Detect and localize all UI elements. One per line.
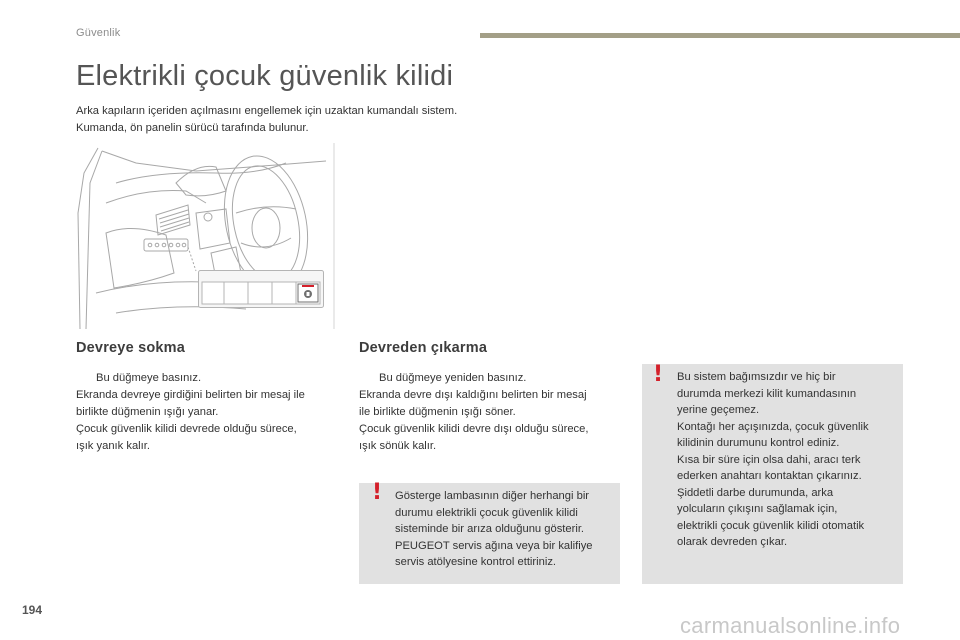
section-tag: Güvenlik — [76, 27, 121, 39]
activate-heading: Devreye sokma — [76, 340, 186, 356]
bullet-arrow-icon — [359, 370, 379, 387]
deactivate-step-text: Bu düğmeye yeniden basınız. — [379, 372, 527, 384]
activate-line: Çocuk güvenlik kilidi devrede olduğu sürece, — [76, 423, 297, 435]
warning-line: Kısa bir süre için olsa dahi, aracı terk — [677, 453, 861, 466]
bullet-arrow-icon — [76, 370, 96, 387]
activate-step — [76, 370, 346, 387]
header-accent-bar — [480, 33, 960, 38]
page-title: Elektrikli çocuk güvenlik kilidi — [76, 60, 454, 92]
warning-exclamation-icon: ! — [653, 362, 664, 387]
warning-exclamation-icon: ! — [372, 480, 383, 505]
warning-line: PEUGEOT servis ağına veya bir kalifiye — [395, 539, 593, 552]
page-number: 194 — [22, 603, 43, 617]
activate-line: ışık yanık kalır. — [76, 440, 150, 452]
warning-line: yerine geçemez. — [677, 404, 760, 416]
intro-line: Kumanda, ön panelin sürücü tarafında bulunur. — [76, 122, 309, 134]
warning-box-indicator-lamp — [359, 480, 620, 584]
activate-line: Ekranda devreye girdiğini belirten bir mesaj ile — [76, 389, 305, 401]
warning-line: elektrikli çocuk güvenlik kilidi otomatik — [677, 519, 865, 532]
intro-text — [76, 103, 457, 137]
warning-line: ederken anahtarı kontaktan çıkarınız. — [677, 470, 862, 482]
deactivate-line: Çocuk güvenlik kilidi devre dışı olduğu sürece, — [359, 423, 589, 435]
activate-step-text: Bu düğmeye basınız. — [96, 372, 202, 384]
warning-line: sisteminde bir arıza olduğunu gösterir. — [395, 523, 585, 535]
warning-box-independent-system — [642, 364, 903, 584]
warning-line: kilidinin durumunu kontrol ediniz. — [677, 437, 840, 449]
deactivate-section — [359, 340, 629, 455]
warning-line: Gösterge lambasının diğer herhangi bir — [395, 490, 590, 502]
deactivate-line: ile birlikte düğmenin ışığı söner. — [359, 406, 516, 418]
warning-line: Kontağı her açışınızda, çocuk güvenlik — [677, 420, 869, 433]
child-lock-switch-panel-illustration — [198, 270, 324, 308]
deactivate-line: Ekranda devre dışı kaldığını belirten bir mesaj — [359, 389, 587, 401]
intro-line: Arka kapıların içeriden açılmasını engellemek için uzaktan kumandalı sistem. — [76, 105, 458, 117]
deactivate-step — [359, 370, 629, 387]
activate-section — [76, 340, 346, 455]
warning-line: Şiddetli darbe durumunda, arka — [677, 486, 834, 499]
deactivate-line: ışık sönük kalır. — [359, 440, 437, 452]
warning-line: durumda merkezi kilit kumandasının — [677, 387, 857, 400]
watermark: carmanualsonline.info — [680, 613, 901, 638]
warning-line: yolcuların çıkışını sağlamak için, — [677, 503, 838, 515]
warning-line: servis atölyesine kontrol ettiriniz. — [395, 556, 557, 568]
deactivate-heading: Devreden çıkarma — [359, 340, 488, 356]
warning-line: olarak devreden çıkar. — [677, 536, 788, 548]
activate-line: birlikte düğmenin ışığı yanar. — [76, 406, 219, 418]
warning-line: durumu elektrikli çocuk güvenlik kilidi — [395, 506, 578, 519]
warning-line: Bu sistem bağımsızdır ve hiç bir — [677, 371, 836, 383]
